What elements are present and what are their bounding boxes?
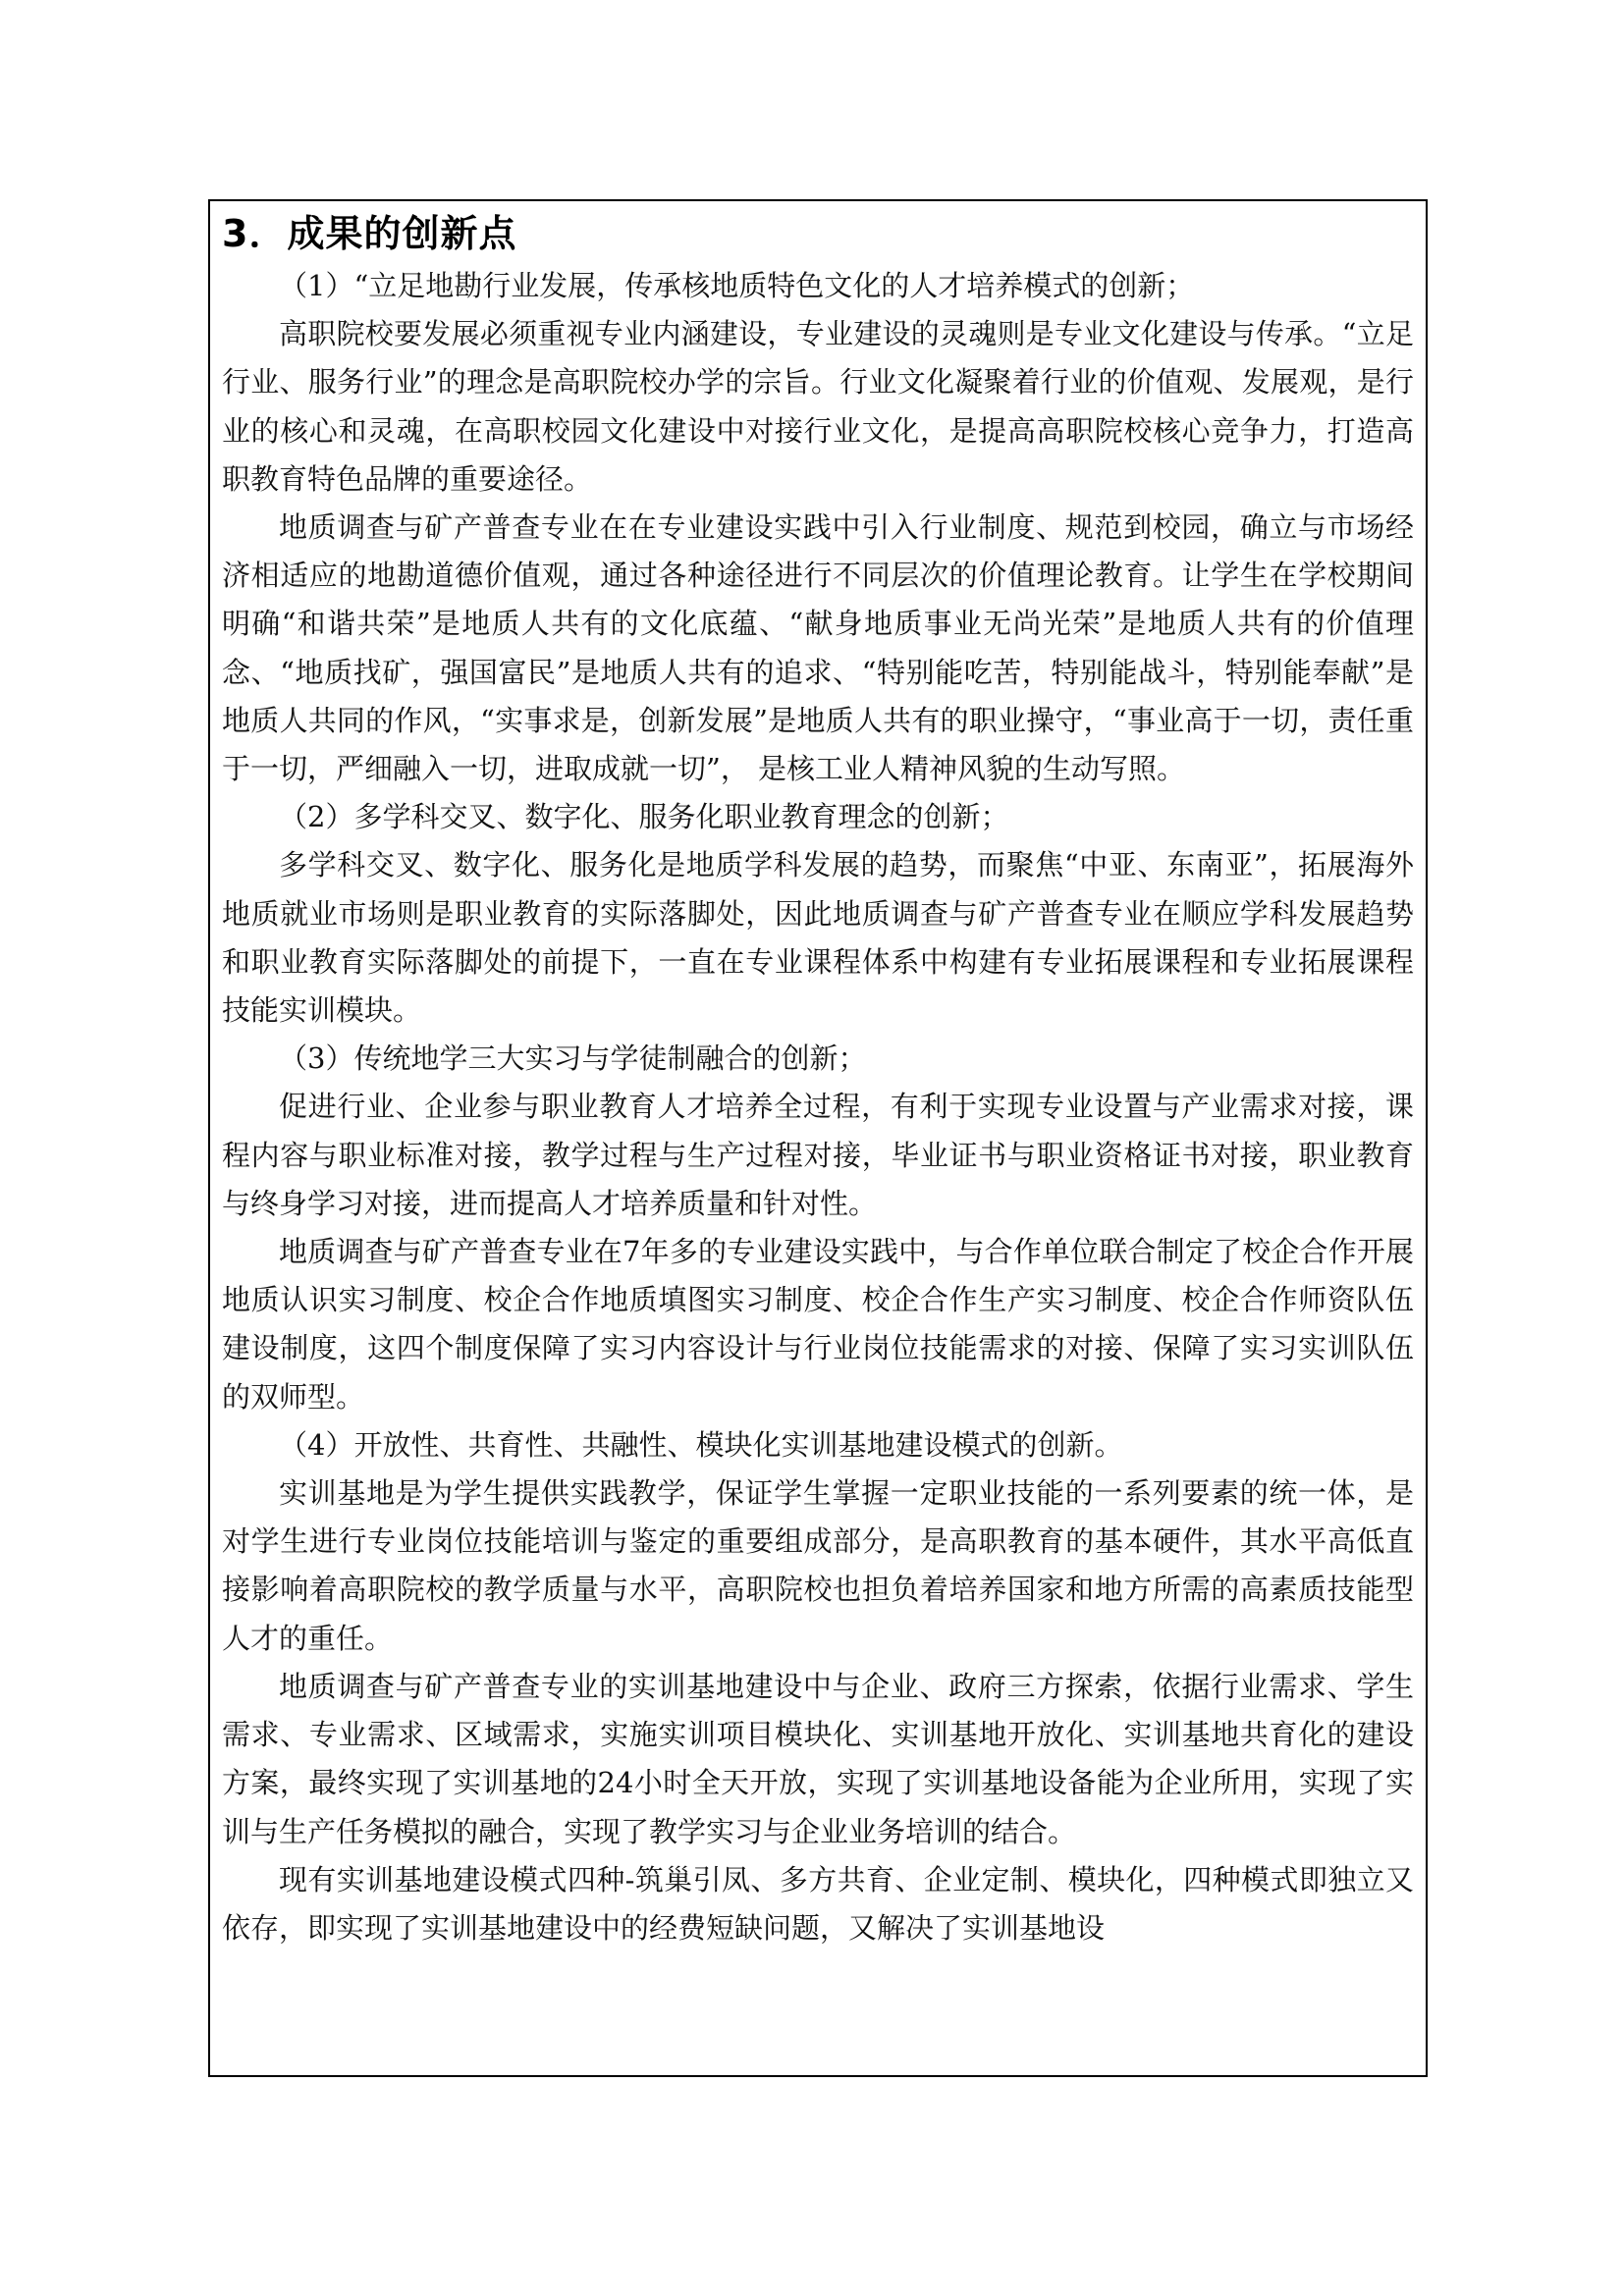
- body-text: [222, 262, 1414, 1952]
- paragraph: 地质调查与矿产普查专业的实训基地建设中与企业、政府三方探索，依据行业需求、学生需求、专业需求、区域需求，实施实训项目模块化、实训基地开放化、实训基地共育化的建设方案，最终实现了实训基地的24小时全天开放，实现了实训基地设备能为企业所用，实现了实训与生产任务模拟的融合，实现了教学实习与企业业务培训的结合。: [222, 1669, 1414, 1848]
- content-frame: [208, 199, 1428, 2077]
- paragraph: 实训基地是为学生提供实践教学，保证学生掌握一定职业技能的一系列要素的统一体，是对学生进行专业岗位技能培训与鉴定的重要组成部分，是高职教育的基本硬件，其水平高低直接影响着高职院校的教学质量与水平，高职院校也担负着培养国家和地方所需的高素质技能型人才的重任。: [222, 1476, 1414, 1655]
- paragraph: 地质调查与矿产普查专业在7年多的专业建设实践中，与合作单位联合制定了校企合作开展地质认识实习制度、校企合作地质填图实习制度、校企合作生产实习制度、校企合作师资队伍建设制度，这四个制度保障了实习内容设计与行业岗位技能需求的对接、保障了实习实训队伍的双师型。: [222, 1235, 1414, 1414]
- subheading-1: （1）“立足地勘行业发展，传承核地质特色文化的人才培养模式的创新；: [279, 269, 1195, 302]
- subheading-4: （4）开放性、共育性、共融性、模块化实训基地建设模式的创新。: [279, 1427, 1123, 1462]
- paragraph: 现有实训基地建设模式四种-筑巢引凤、多方共育、企业定制、模块化，四种模式即独立又依存，即实现了实训基地建设中的经费短缺问题，又解决了实训基地设: [222, 1862, 1414, 1945]
- paragraph: 高职院校要发展必须重视专业内涵建设，专业建设的灵魂则是专业文化建设与传承。“立足行业、服务行业”的理念是高职院校办学的宗旨。行业文化凝聚着行业的价值观、发展观，是行业的核心和灵魂，在高职校园文化建设中对接行业文化，是提高高职院校核心竞争力，打造高职教育特色品牌的重要途径。: [222, 317, 1414, 496]
- subheading-2: （2）多学科交叉、数字化、服务化职业教育理念的创新；: [279, 800, 1009, 834]
- paragraph: 地质调查与矿产普查专业在在专业建设实践中引入行业制度、规范到校园，确立与市场经济相适应的地勘道德价值观，通过各种途径进行不同层次的价值理论教育。让学生在学校期间明确“和谐共荣”是地质人共有的文化底蕴、“献身地质事业无尚光荣”是地质人共有的价值理念、“地质找矿，强国富民”是地质人共有的追求、“特别能吃苦，特别能战斗，特别能奉献”是地质人共同的作风，“实事求是，创新发展”是地质人共有的职业操守，“事业高于一切，责任重于一切，严细融入一切，进取成就一切”， 是核工业人精神风貌的生动写照。: [222, 510, 1414, 786]
- subheading-3: （3）传统地学三大实习与学徒制融合的创新；: [279, 1041, 867, 1076]
- paragraph: 多学科交叉、数字化、服务化是地质学科发展的趋势，而聚焦“中亚、东南亚”，拓展海外地质就业市场则是职业教育的实际落脚处，因此地质调查与矿产普查专业在顺应学科发展趋势和职业教育实际落脚处的前提下，一直在专业课程体系中构建有专业拓展课程和专业拓展课程技能实训模块。: [222, 848, 1414, 1028]
- section-title: 3．成果的创新点: [222, 212, 517, 255]
- paragraph: 促进行业、企业参与职业教育人才培养全过程，有利于实现专业设置与产业需求对接，课程内容与职业标准对接，教学过程与生产过程对接，毕业证书与职业资格证书对接，职业教育与终身学习对接，进而提高人才培养质量和针对性。: [222, 1090, 1414, 1220]
